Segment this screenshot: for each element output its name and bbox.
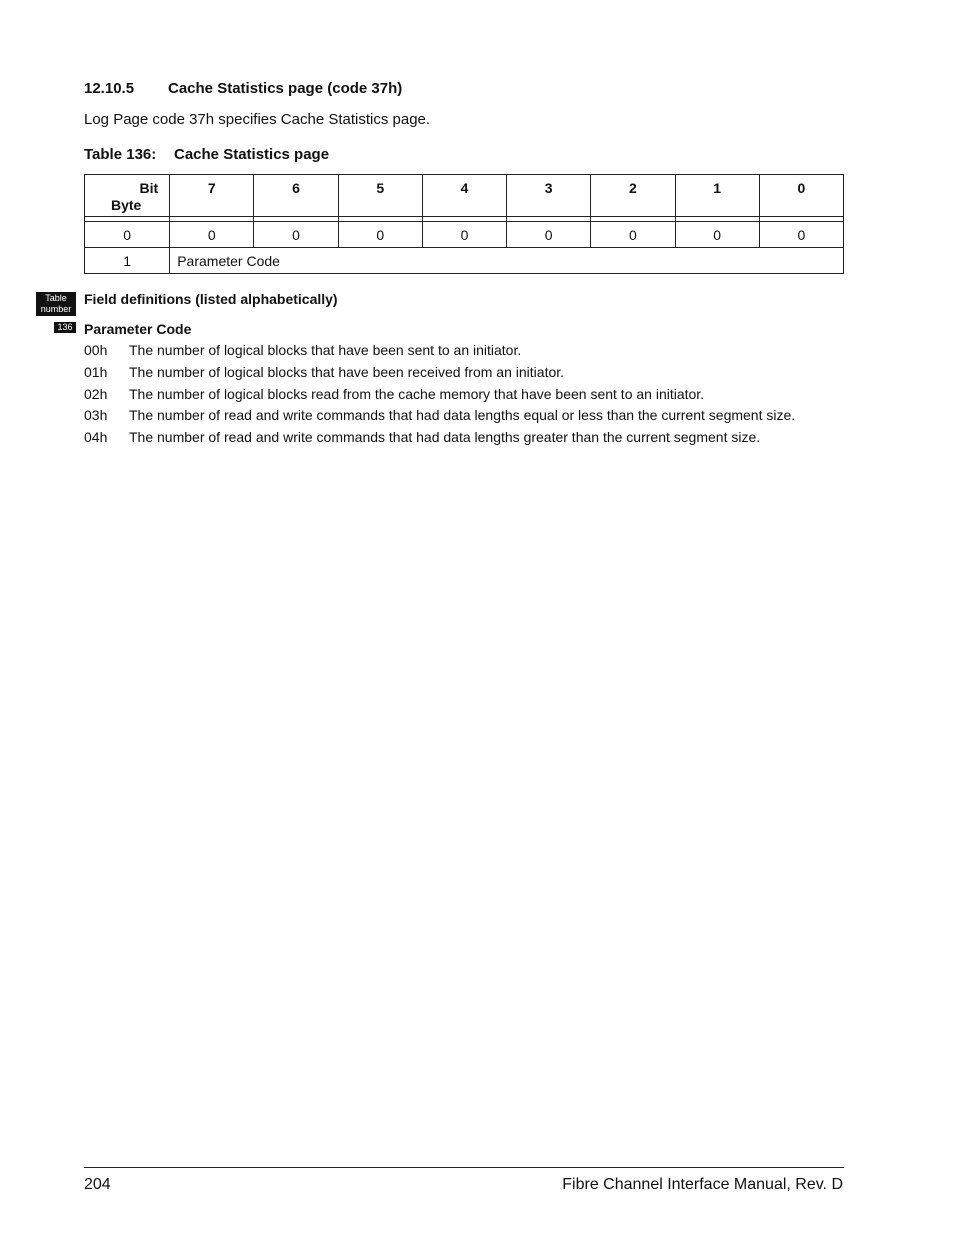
- def-text: The number of read and write commands that had data lengths greater than the current segment size.: [129, 429, 761, 446]
- byte-number: 1: [85, 248, 170, 274]
- field-definitions-heading: Field definitions (listed alphabetically): [84, 291, 338, 307]
- bit-byte-corner: [85, 175, 170, 217]
- list-item: [84, 407, 795, 429]
- def-code: 03h: [84, 407, 108, 424]
- cache-statistics-table: [84, 174, 844, 274]
- section-heading: [84, 80, 402, 97]
- page-number: 204: [84, 1176, 111, 1193]
- section-title: Cache Statistics page (code 37h): [168, 80, 403, 97]
- parameter-code-heading: Parameter Code: [84, 321, 192, 337]
- bit-cell: 0: [422, 222, 506, 248]
- bit-header: 7: [170, 175, 254, 217]
- def-code: 02h: [84, 385, 108, 402]
- def-code: 04h: [84, 429, 108, 446]
- section-number: 12.10.5: [84, 80, 135, 97]
- parameter-code-cell: Parameter Code: [170, 248, 844, 274]
- table-caption-label: Table 136:: [84, 146, 157, 163]
- bit-cell: 0: [591, 222, 675, 248]
- bit-header: 3: [507, 175, 591, 217]
- bit-cell: 0: [675, 222, 759, 248]
- list-item: [84, 429, 795, 451]
- bit-cell: 0: [170, 222, 254, 248]
- byte-label: Byte: [111, 197, 142, 213]
- table-caption-title: Cache Statistics page: [174, 146, 330, 163]
- bit-cell: 0: [507, 222, 591, 248]
- def-text: The number of logical blocks read from the cache memory that have been sent to an initiator.: [129, 385, 705, 402]
- document-title: Fibre Channel Interface Manual, Rev. D: [562, 1176, 843, 1193]
- bit-header: 6: [254, 175, 338, 217]
- def-code: 00h: [84, 342, 108, 358]
- def-code: 01h: [84, 363, 108, 380]
- byte-number: 0: [85, 222, 170, 248]
- bit-cell: 0: [254, 222, 338, 248]
- intro-paragraph: Log Page code 37h specifies Cache Statistics page.: [84, 111, 431, 128]
- table-row: [85, 248, 844, 274]
- table-caption: [84, 146, 329, 163]
- bit-header: 5: [338, 175, 422, 217]
- bit-label: Bit: [139, 180, 159, 196]
- table-number-link[interactable]: 136: [54, 322, 76, 333]
- bit-cell: 0: [759, 222, 843, 248]
- bit-header: 0: [759, 175, 843, 217]
- footer-divider: [84, 1167, 844, 1168]
- definitions-list: [84, 342, 795, 451]
- bit-header: 2: [591, 175, 675, 217]
- list-item: [84, 364, 795, 386]
- def-text: The number of logical blocks that have been sent to an initiator.: [129, 342, 522, 358]
- def-text: The number of read and write commands that had data lengths equal or less than the current segment size.: [129, 407, 796, 424]
- bit-cell: 0: [338, 222, 422, 248]
- badge-line-2: number: [40, 304, 72, 314]
- list-item: [84, 386, 795, 408]
- def-text: The number of logical blocks that have been received from an initiator.: [129, 363, 565, 380]
- badge-line-1: Table: [45, 293, 67, 303]
- table-row: [85, 222, 844, 248]
- bit-header: 1: [675, 175, 759, 217]
- table-header-row: [85, 175, 844, 217]
- bit-header: 4: [422, 175, 506, 217]
- list-item: [84, 342, 795, 364]
- table-number-badge: [36, 292, 76, 316]
